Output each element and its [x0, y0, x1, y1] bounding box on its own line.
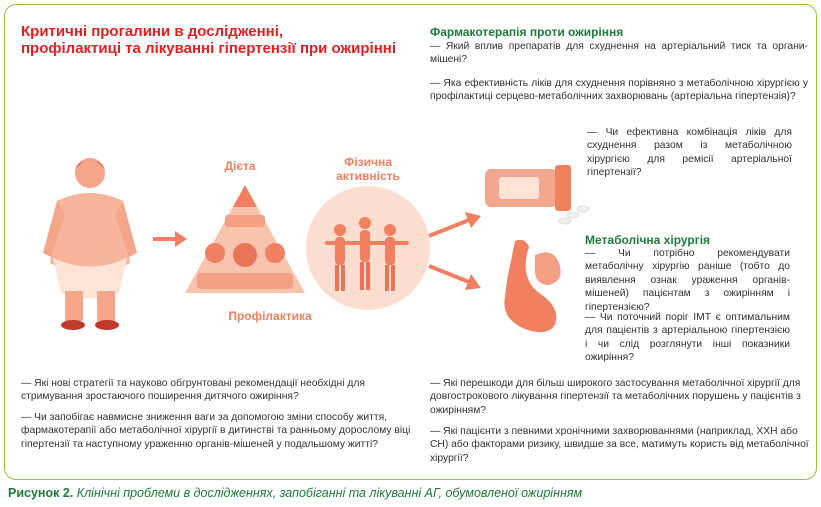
- figure-caption-text: Клінічні проблеми в дослідженнях, запобіганні та лікуванні АГ, обумовленої ожирінням: [76, 486, 583, 500]
- figure-caption-label: Рисунок 2.: [8, 486, 74, 500]
- stomach-illustration: [495, 237, 575, 337]
- pharmacotherapy-question-3: — Чи ефективна комбінація ліків для схуднення разом із метаболічною хірургією для ремісії артеріальної гіпертензії?: [587, 127, 792, 179]
- figure-caption: [8, 486, 582, 500]
- surgery-barriers-question: — Які перешкоди для більш широкого застосування метаболічної хірургії для довгострокового лікування гіпертензії та метаболічних порушень у пацієнтів з ожирінням?: [430, 378, 801, 416]
- arrow-right-icon: [153, 229, 189, 249]
- pill-bottle-illustration: [479, 155, 591, 225]
- metabolic-surgery-question-1: — Чи потрібно рекомендувати метаболічну хірургію раніше (тобто до виявлення ознак ураження органів-мішеней) пацієнтам з ожирінням і гіпертензією?: [585, 248, 790, 313]
- physical-activity-label: Фізична активність: [336, 155, 400, 183]
- prevention-question-1: — Які нові стратегії та науково обгрунтовані рекомендації необхідні для стримування зростаючого поширення дитячого ожиріння?: [21, 378, 365, 403]
- pharmacotherapy-heading: Фармакотерапія проти ожиріння: [430, 25, 624, 39]
- obese-person-illustration: [35, 153, 145, 333]
- surgery-patient-selection-question: — Які пацієнти з певними хронічними захворюваннями (наприклад, ХХН або СН) або факторами ризику, швидше за все, матимуть користь від метаболічної хірургії?: [430, 426, 809, 464]
- branch-arrows-icon: [425, 210, 485, 295]
- metabolic-surgery-question-2: — Чи поточний поріг ІМТ є оптимальним для пацієнтів з артеріальною гіпертензією і чи слід розглянути інші показники ожиріння?: [585, 312, 790, 364]
- figure-title: Критичні прогалини в дослідженні, профілактиці та лікуванні гіпертензії при ожирінні: [21, 23, 396, 57]
- food-pyramid-illustration: [185, 185, 305, 295]
- metabolic-surgery-heading: Метаболічна хірургія: [585, 233, 711, 247]
- pharmacotherapy-question-1: — Який вплив препаратів для схуднення на артеріальний тиск та органи-мішені?: [430, 41, 808, 66]
- prevention-question-2: — Чи запобігає навмисне зниження ваги за допомогою зміни способу життя, фармакотерапії або метаболічної хірургії в дитинстві та ранньому дорослому віці гіпертензії та наступному ураженню органів-мішеней у подальшому житті?: [21, 412, 411, 450]
- diet-label: Дієта: [224, 159, 256, 173]
- figure-frame: [4, 4, 817, 480]
- prevention-label: Профілактика: [228, 309, 312, 323]
- pharmacotherapy-question-2: — Яка ефективність ліків для схуднення порівняно з метаболічною хірургією у профілактиці серцево-метаболічних захворювань (артеріальна гіпертензія)?: [430, 78, 808, 103]
- physical-activity-illustration: [305, 185, 431, 311]
